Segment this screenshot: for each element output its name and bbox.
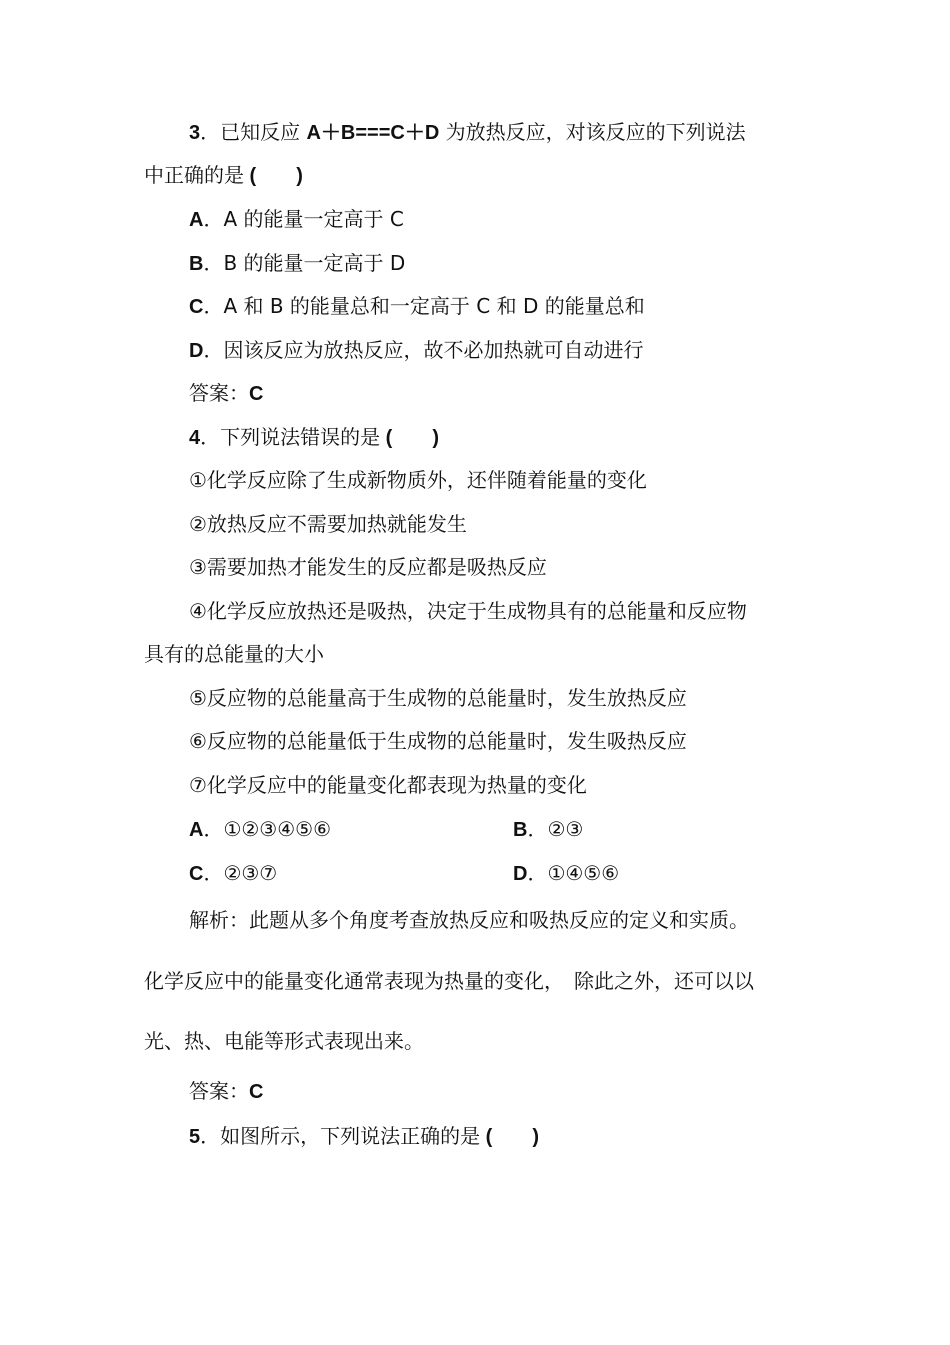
- q3-number: 3: [189, 122, 201, 144]
- option-key: A: [189, 819, 204, 841]
- q4-statement-1: ①化学反应除了生成新物质外，还伴随着能量的变化: [189, 468, 647, 492]
- q3-option-d: [189, 336, 643, 365]
- option-text: ．②③⑦: [203, 861, 278, 885]
- q4-statement-4-line1: ④化学反应放热还是吸热，决定于生成物具有的总能量和反应物: [189, 599, 747, 623]
- option-text: ．②③: [527, 817, 584, 841]
- q4-statement-4-line2: 具有的总能量的大小: [144, 642, 324, 666]
- q3-answer: [189, 379, 263, 408]
- q5-stem-text: ．如图所示，下列说法正确的是: [200, 1124, 481, 1148]
- q4-answer: [189, 1077, 263, 1106]
- q3-stem-cont: 中正确的是: [144, 163, 244, 187]
- option-key: D: [513, 863, 528, 885]
- q4-analysis-line1: 解析：此题从多个角度考查放热反应和吸热反应的定义和实质。: [189, 908, 749, 932]
- q5-stem: [189, 1122, 539, 1151]
- q5-number: 5: [189, 1126, 201, 1148]
- q3-stem-part-a: ．已知反应: [200, 120, 307, 144]
- q3-answer-paren: ( ): [244, 165, 303, 187]
- q3-option-c: [189, 292, 645, 321]
- q3-stem-line2: [144, 161, 303, 190]
- option-key: D: [189, 340, 204, 362]
- q4-statement-3: ③需要加热才能发生的反应都是吸热反应: [189, 555, 547, 579]
- q4-option-a: [189, 815, 331, 844]
- q3-option-a: [189, 205, 404, 234]
- q4-analysis-line3: 光、热、电能等形式表现出来。: [144, 1029, 424, 1053]
- option-text: ．B 的能量一定高于 D: [203, 251, 406, 275]
- q4-analysis-line2: 化学反应中的能量变化通常表现为热量的变化， 除此之外，还可以以: [144, 969, 754, 993]
- q4-option-d: [513, 859, 619, 888]
- option-text: ．因该反应为放热反应，故不必加热就可自动进行: [203, 338, 644, 362]
- answer-label: 答案：: [189, 1079, 249, 1103]
- option-text: ．①④⑤⑥: [527, 861, 620, 885]
- option-text: ．A 的能量一定高于 C: [203, 207, 404, 231]
- q4-option-c: [189, 859, 277, 888]
- option-key: A: [189, 209, 204, 231]
- q3-option-b: [189, 249, 405, 278]
- q4-statement-6: ⑥反应物的总能量低于生成物的总能量时，发生吸热反应: [189, 729, 687, 753]
- q3-stem-part-b: 为放热反应，对该反应的下列说法: [439, 120, 746, 144]
- q5-answer-paren: ( ): [480, 1126, 540, 1148]
- q4-statement-7: ⑦化学反应中的能量变化都表现为热量的变化: [189, 773, 587, 797]
- q4-answer-paren: ( ): [380, 427, 440, 449]
- q3-equation: A＋B===C＋D: [306, 122, 440, 144]
- answer-value: C: [249, 383, 264, 405]
- q4-stem: [189, 423, 439, 452]
- q4-option-b: [513, 815, 583, 844]
- q4-statement-5: ⑤反应物的总能量高于生成物的总能量时，发生放热反应: [189, 686, 687, 710]
- option-key: B: [189, 253, 204, 275]
- option-key: C: [189, 863, 204, 885]
- q4-number: 4: [189, 427, 201, 449]
- option-text: ．①②③④⑤⑥: [203, 817, 332, 841]
- answer-value: C: [249, 1081, 264, 1103]
- q4-statement-2: ②放热反应不需要加热就能发生: [189, 512, 467, 536]
- option-key: B: [513, 819, 528, 841]
- q4-stem-text: ．下列说法错误的是: [200, 425, 381, 449]
- option-key: C: [189, 296, 204, 318]
- answer-label: 答案：: [189, 381, 249, 405]
- q3-stem-line1: [189, 118, 746, 147]
- option-text: ．A 和 B 的能量总和一定高于 C 和 D 的能量总和: [203, 294, 645, 318]
